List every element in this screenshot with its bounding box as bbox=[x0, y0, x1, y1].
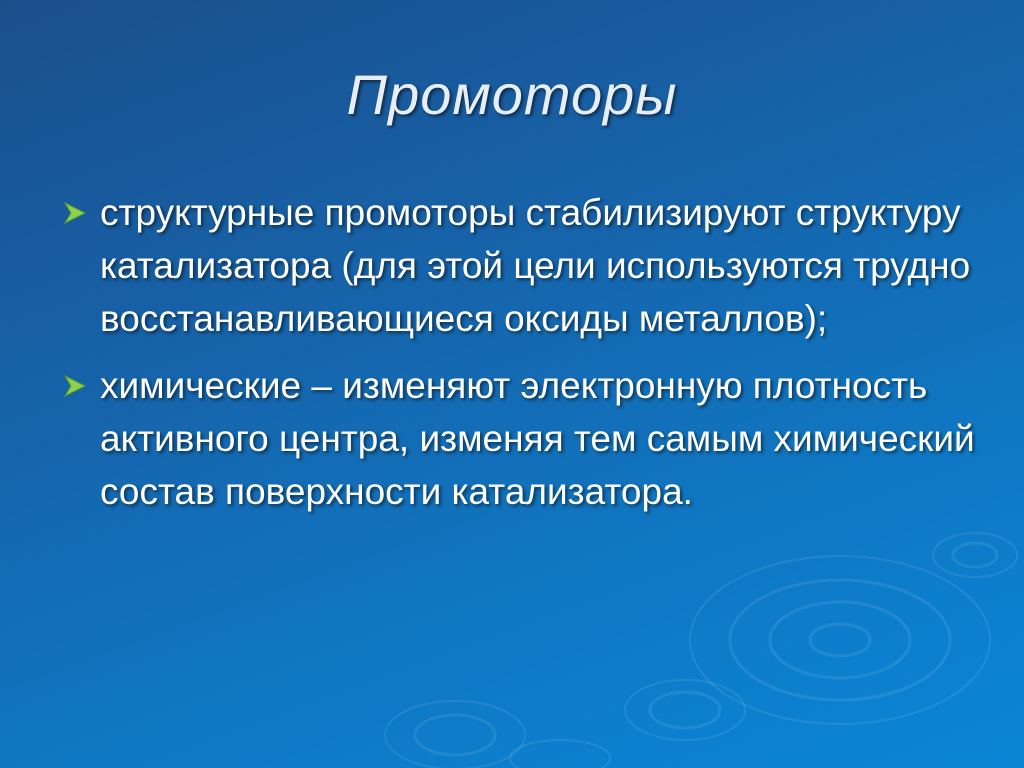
arrowhead-bullet-icon bbox=[62, 373, 88, 399]
bullet-text: структурные промоторы стабилизируют структуру катализатора (для этой цели используются трудно восстанавливающиеся оксиды металлов); bbox=[100, 192, 971, 339]
bullet-list bbox=[62, 186, 982, 532]
bullet-item-chemical-promoters bbox=[62, 359, 982, 518]
bullet-text: химические – изменяют электронную плотность активного центра, изменяя тем самым химический состав поверхности катализатора. bbox=[100, 365, 975, 512]
arrowhead-bullet-icon bbox=[62, 200, 88, 226]
slide-title: Промоторы bbox=[346, 63, 678, 126]
bullet-item-structural-promoters bbox=[62, 186, 982, 345]
